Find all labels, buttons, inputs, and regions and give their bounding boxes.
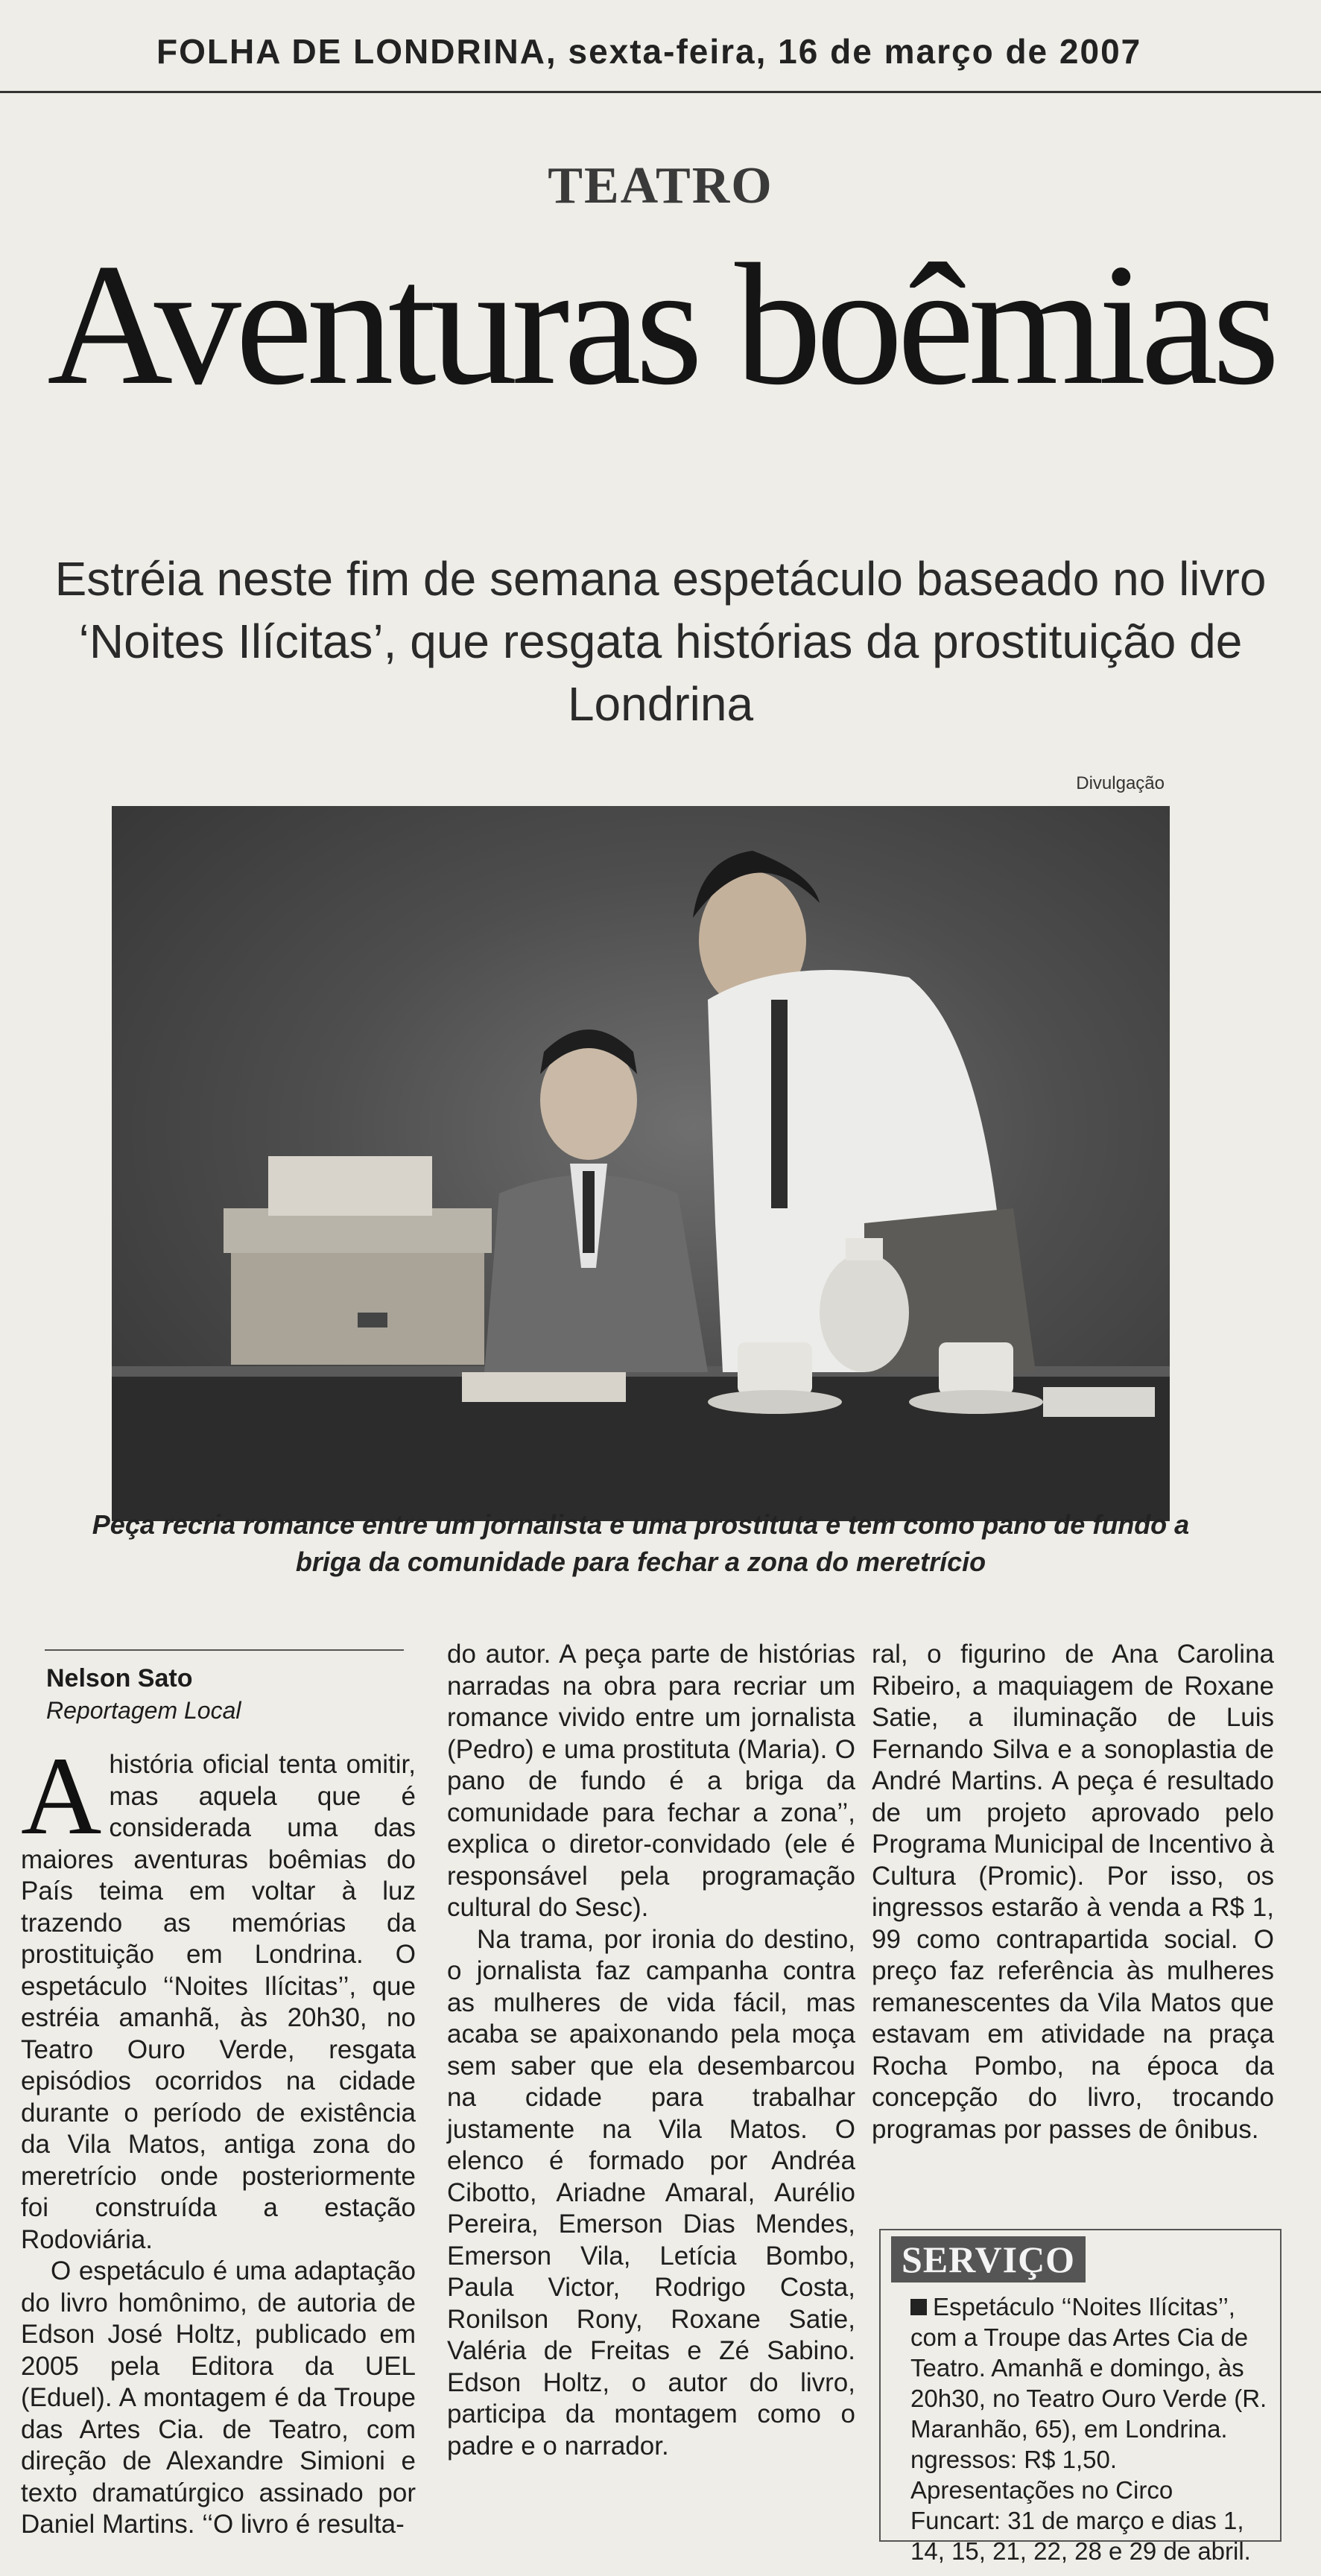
byline-rule (45, 1649, 404, 1651)
service-text (910, 2291, 1268, 2566)
subhead: Estréia neste fim de semana espetáculo baseado no livro ‘Noites Ilícitas’, que resgata histórias da prostituição de Londrina (54, 552, 1267, 731)
masthead-rule (0, 91, 1321, 93)
service-box (879, 2229, 1282, 2565)
paragraph-text: história oficial tenta omitir, mas aquela que é considerada uma das maiores aventuras boêmias do País teima em voltar à luz trazendo as memórias da prostituição em Londrina. O espetáculo ‘‘Noites Ilícitas’’, que estréia amanhã, às 20h30, no Teatro Ouro Verde, resgata episódios ocorridos na cidade durante o período de existência da Vila Matos, antiga zona do meretrício onde posteriormente foi construída a estação Rodoviária. (21, 1750, 416, 2254)
article-photo (112, 806, 1170, 1521)
service-text-content: Espetáculo ‘‘Noites Ilícitas’’, com a Troupe das Artes Cia de Teatro. Amanhã e domingo, às 20h30, no Teatro Ouro Verde (R. Maranhão, 65), em Londrina. ngressos: R$ 1,50. Apresentações no Circo Funcart: 31 de março e dias 1, 14, 15, 21, 22, 28 e 29 de abril. (910, 2293, 1267, 2565)
service-title: SERVIÇO (891, 2236, 1086, 2282)
author-role: Reportagem Local (46, 1697, 241, 1724)
photo-illustration (112, 806, 1170, 1521)
paragraph (21, 1734, 416, 2256)
bullet-icon (910, 2299, 927, 2315)
author-name: Nelson Sato (46, 1664, 193, 1693)
headline: Aventuras boêmias (47, 227, 1274, 421)
paragraph: ral, o figurino de Ana Carolina Ribeiro, a maquiagem de Roxane Satie, a iluminação de Luis Fernando Silva e a sonoplastia de André Martins. A peça é resultado de um projeto aprovado pelo Programa Municipal de Incentivo à Cultura (Promic). Por isso, os ingressos estarão à venda a R$ 1, 99 como contrapartida social. O preço faz referência às mulheres remanescentes da Vila Matos que estavam em atividade na praça Rocha Pombo, na época da concepção do livro, trocando programas por passes de ônibus. (872, 1640, 1274, 2144)
masthead: FOLHA DE LONDRINA, sexta-feira, 16 de março de 2007 (156, 32, 1142, 71)
article-column-2 (447, 1639, 855, 2462)
drop-cap: A (21, 1734, 102, 1858)
photo-credit: Divulgação (1076, 773, 1165, 793)
paragraph: Na trama, por ironia do destino, o jornalista faz campanha contra as mulheres de vida fácil, mas acaba se apaixonando pela moça sem saber que ela desembarcou na cidade para trabalhar justamente na Vila Matos. O elenco é formado por Andréa Cibotto, Ariadne Amaral, Aurélio Pereira, Emerson Dias Mendes, Emerson Vila, Letícia Bombo, Paula Victor, Rodrigo Costa, Ronilson Rony, Roxane Satie, Valéria de Freitas e Zé Sabino. Edson Holtz, o autor do livro, participa da montagem como o padre e o narrador. (447, 1924, 855, 2461)
article-column-3 (872, 1639, 1274, 2145)
paragraph: O espetáculo é uma adaptação do livro homônimo, de autoria de Edson José Holtz, publicado em 2005 pela Editora da UEL (Eduel). A montagem é da Troupe das Artes Cia. de Teatro, com direção de Alexandre Simioni e texto dramatúrgico assinado por Daniel Martins. ‘‘O livro é resulta- (21, 2256, 416, 2539)
paragraph: do autor. A peça parte de histórias narradas na obra para recriar um romance vivido entre um jornalista (Pedro) e uma prostituta (Maria). O pano de fundo é a briga da comunidade para fechar a zona’’, explica o diretor-convidado (ele é responsável pela programação cultural do Sesc). (447, 1640, 855, 1922)
photo-caption: Peça recria romance entre um jornalista e uma prostituta e tem como pano de fundo a briga da comunidade para fechar a zona do meretrício (92, 1509, 1190, 1577)
article-column-1 (21, 1734, 416, 2541)
section-label: TEATRO (548, 157, 773, 215)
